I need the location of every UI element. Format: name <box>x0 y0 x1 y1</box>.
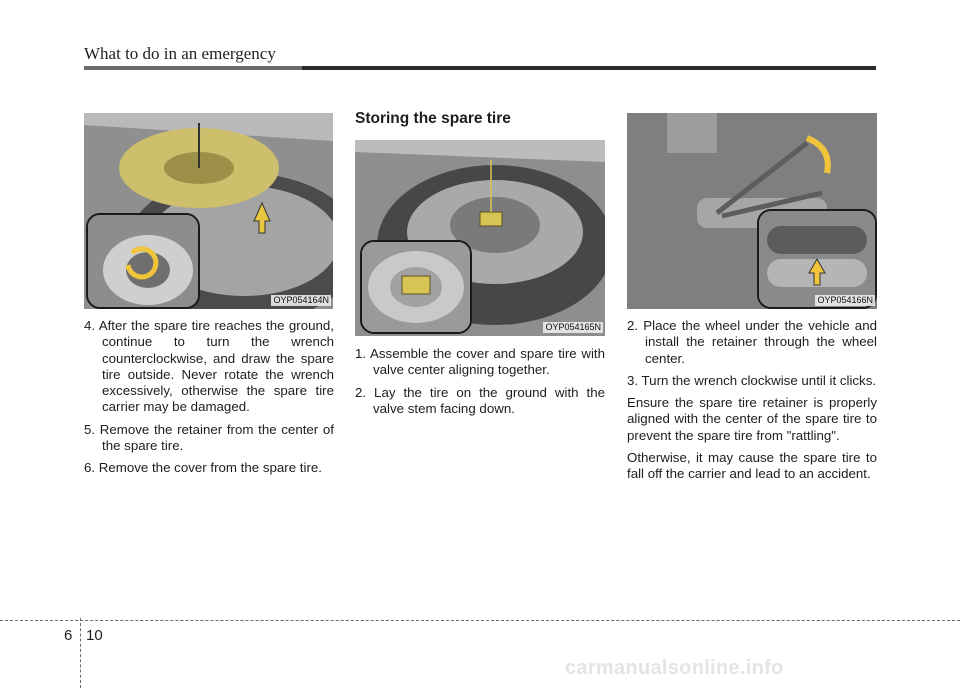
list-item: 6. Remove the cover from the spare tire. <box>84 460 322 476</box>
watermark: carmanualsonline.info <box>565 657 784 679</box>
list-item: 3. Turn the wrench clockwise until it clicks. <box>627 372 877 388</box>
right-column <box>627 318 877 489</box>
figure-spare-tire-lowering <box>84 113 333 309</box>
page-header-title: What to do in an emergency <box>84 44 276 63</box>
list-item: 4. After the spare tire reaches the ground, continue to turn the wrench counterclockwise, and draw the spare tire outside. Never rotate the wrench excessively, otherwise the spare tire carrier may be damaged. <box>84 318 334 415</box>
inset-cover-illustration <box>362 242 470 332</box>
footer-chapter-number: 6 <box>64 627 73 644</box>
list-item: 1. Assemble the cover and spare tire with valve center aligning together. <box>355 346 605 378</box>
inset-tire-illustration <box>759 211 875 307</box>
figure-storing-spare-tire <box>355 140 605 336</box>
footer-page-number: 10 <box>86 627 103 644</box>
middle-column <box>355 346 605 423</box>
list-item: 5. Remove the retainer from the center of the spare tire. <box>84 421 334 454</box>
inset-detail <box>360 240 472 334</box>
list-item: 2. Lay the tire on the ground with the valve stem facing down. <box>355 384 605 416</box>
inset-detail <box>757 209 877 309</box>
list-item: 2. Place the wheel under the vehicle and install the retainer through the wheel center. <box>627 318 877 366</box>
left-column <box>84 318 334 483</box>
paragraph: Ensure the spare tire retainer is properly aligned with the center of the spare tire to prevent the spare tire from "rattling". <box>627 395 877 443</box>
figure-caption: OYP054165N <box>545 322 601 332</box>
inset-detail <box>86 213 200 309</box>
paragraph: Otherwise, it may cause the spare tire to fall off the carrier and lead to an accident. <box>627 450 877 482</box>
section-heading: Storing the spare tire <box>355 110 511 127</box>
figure-installing-retainer <box>627 113 877 309</box>
figure-caption: OYP054164N <box>273 295 329 305</box>
footer-divider-vertical <box>80 618 82 688</box>
inset-retainer-illustration <box>88 215 198 307</box>
figure-caption: OYP054166N <box>817 295 873 305</box>
header-rule-accent <box>84 66 302 70</box>
footer-divider-horizontal <box>0 620 960 622</box>
